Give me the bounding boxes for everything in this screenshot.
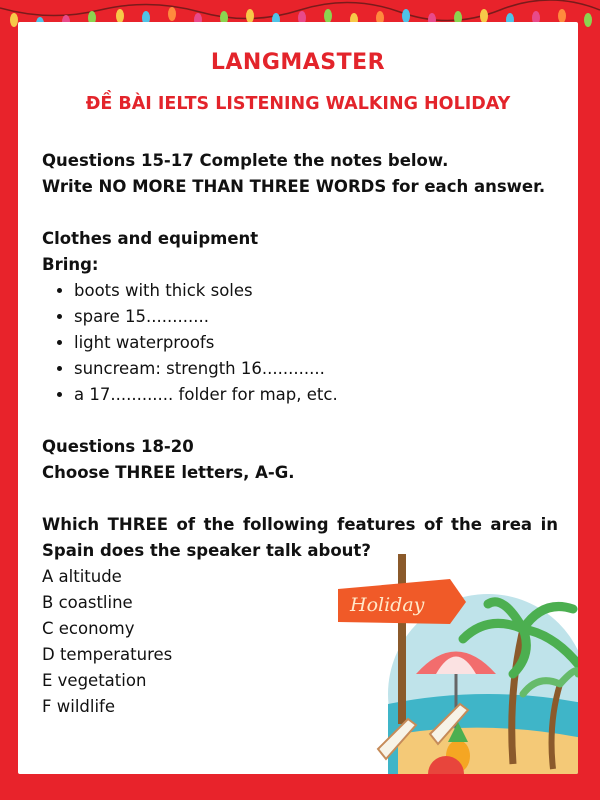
brand-logo: LANGMASTER xyxy=(210,50,386,75)
holiday-sign-text: Holiday xyxy=(350,594,425,616)
list-item: • boots with thick soles xyxy=(74,278,558,304)
section1-heading: Questions 15-17 Complete the notes below. xyxy=(42,151,449,170)
section1-instruction: Write NO MORE THAN THREE WORDS for each answer. xyxy=(42,177,546,196)
option-item: F wildlife xyxy=(42,697,116,716)
list-item: • spare 15............ xyxy=(74,304,558,330)
option-item: C economy xyxy=(42,619,135,638)
section2-question: Which THREE of the following features of the area in Spain does the speaker talk about? xyxy=(42,515,558,560)
sign-post xyxy=(398,554,406,724)
section2-instruction: Choose THREE letters, A-G. xyxy=(42,463,295,482)
option-item: A altitude xyxy=(42,567,122,586)
section1-subheading: Clothes and equipment xyxy=(42,229,259,248)
list-item: • light waterproofs xyxy=(74,330,558,356)
list-item: • a 17............ folder for map, etc. xyxy=(74,382,558,408)
page-title: ĐỀ BÀI IELTS LISTENING WALKING HOLIDAY xyxy=(85,94,511,114)
option-item: B coastline xyxy=(42,593,133,612)
beach-holiday-illustration xyxy=(338,534,578,774)
option-item: E vegetation xyxy=(42,671,147,690)
document-card xyxy=(18,22,578,774)
list-item: • suncream: strength 16............ xyxy=(74,356,558,382)
bring-label: Bring: xyxy=(42,255,99,274)
section2-heading: Questions 18-20 xyxy=(42,437,194,456)
equipment-list xyxy=(42,278,558,408)
option-item: D temperatures xyxy=(42,645,173,664)
